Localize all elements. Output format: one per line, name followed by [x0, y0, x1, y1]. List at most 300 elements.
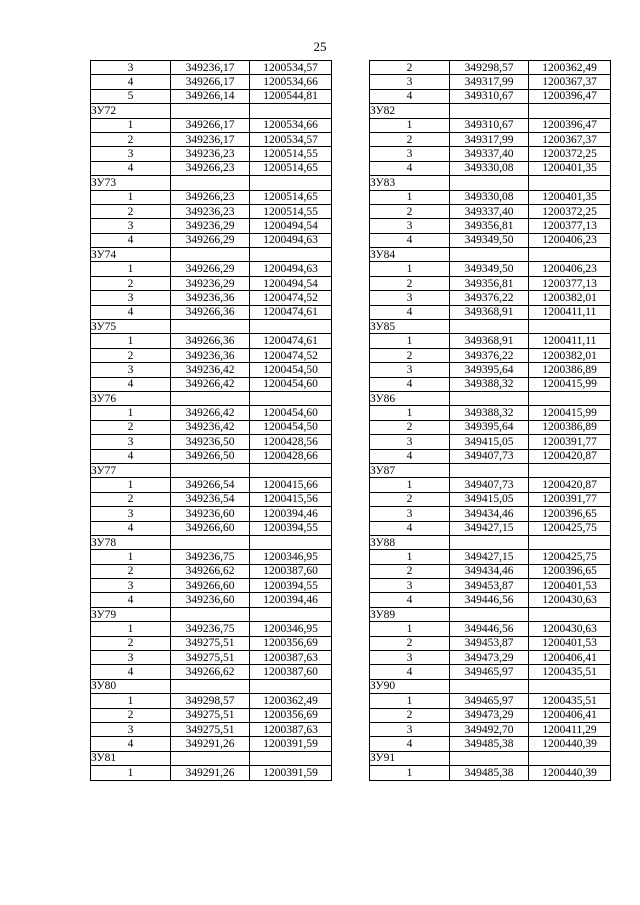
table-row [91, 593, 332, 607]
table-row [370, 305, 611, 319]
table-row [91, 636, 332, 650]
empty-cell [450, 751, 529, 765]
lot-label: ЗУ87 [370, 463, 450, 477]
x-coordinate-cell: 349266,62 [171, 665, 250, 679]
empty-cell [450, 607, 529, 621]
table-row [91, 233, 332, 247]
point-number-cell: 1 [91, 622, 171, 636]
point-number-cell: 4 [91, 737, 171, 751]
lot-header-row [370, 391, 611, 405]
lot-header-row [91, 751, 332, 765]
table-row [91, 507, 332, 521]
x-coordinate-cell: 349275,51 [171, 708, 250, 722]
table-row [91, 147, 332, 161]
table-row [370, 722, 611, 736]
empty-cell [529, 391, 611, 405]
y-coordinate-cell: 1200514,55 [250, 147, 332, 161]
table-row [370, 492, 611, 506]
empty-cell [529, 320, 611, 334]
x-coordinate-cell: 349266,62 [171, 564, 250, 578]
lot-label: ЗУ82 [370, 104, 450, 118]
x-coordinate-cell: 349236,54 [171, 492, 250, 506]
empty-cell [171, 104, 250, 118]
empty-cell [529, 535, 611, 549]
x-coordinate-cell: 349427,15 [450, 521, 529, 535]
table-row [91, 550, 332, 564]
table-row [370, 348, 611, 362]
point-number-cell: 2 [91, 348, 171, 362]
point-number-cell: 1 [370, 766, 450, 780]
point-number-cell: 4 [91, 665, 171, 679]
table-row [370, 521, 611, 535]
y-coordinate-cell: 1200420,87 [529, 449, 611, 463]
lot-label: ЗУ81 [91, 751, 171, 765]
x-coordinate-cell: 349453,87 [450, 636, 529, 650]
lot-header-row [91, 391, 332, 405]
lot-header-row [370, 535, 611, 549]
y-coordinate-cell: 1200356,69 [250, 708, 332, 722]
x-coordinate-cell: 349236,17 [171, 61, 250, 75]
y-coordinate-cell: 1200394,46 [250, 593, 332, 607]
point-number-cell: 2 [91, 564, 171, 578]
point-number-cell: 2 [91, 132, 171, 146]
lot-header-row [91, 176, 332, 190]
lot-header-row [91, 248, 332, 262]
table-row [370, 550, 611, 564]
x-coordinate-cell: 349407,73 [450, 449, 529, 463]
x-coordinate-cell: 349266,42 [171, 377, 250, 391]
point-number-cell: 1 [91, 118, 171, 132]
table-row [91, 665, 332, 679]
table-row [91, 478, 332, 492]
y-coordinate-cell: 1200440,39 [529, 737, 611, 751]
point-number-cell: 2 [91, 276, 171, 290]
table-row [91, 708, 332, 722]
y-coordinate-cell: 1200406,23 [529, 233, 611, 247]
empty-cell [250, 679, 332, 693]
y-coordinate-cell: 1200346,95 [250, 550, 332, 564]
table-row [91, 348, 332, 362]
y-coordinate-cell: 1200372,25 [529, 147, 611, 161]
point-number-cell: 3 [370, 147, 450, 161]
x-coordinate-cell: 349446,56 [450, 622, 529, 636]
empty-cell [529, 751, 611, 765]
x-coordinate-cell: 349298,57 [171, 694, 250, 708]
y-coordinate-cell: 1200514,55 [250, 204, 332, 218]
point-number-cell: 4 [370, 89, 450, 103]
lot-label: ЗУ84 [370, 248, 450, 262]
x-coordinate-cell: 349236,36 [171, 348, 250, 362]
table-row [370, 507, 611, 521]
point-number-cell: 2 [91, 492, 171, 506]
point-number-cell: 3 [370, 219, 450, 233]
table-row [91, 334, 332, 348]
coordinates-table-left [90, 60, 332, 781]
point-number-cell: 1 [370, 694, 450, 708]
table-row [91, 492, 332, 506]
x-coordinate-cell: 349427,15 [450, 550, 529, 564]
point-number-cell: 3 [91, 291, 171, 305]
empty-cell [250, 176, 332, 190]
y-coordinate-cell: 1200401,35 [529, 161, 611, 175]
y-coordinate-cell: 1200411,11 [529, 305, 611, 319]
page-number: 25 [313, 39, 327, 54]
point-number-cell: 2 [370, 420, 450, 434]
x-coordinate-cell: 349330,08 [450, 190, 529, 204]
x-coordinate-cell: 349266,60 [171, 521, 250, 535]
y-coordinate-cell: 1200514,65 [250, 161, 332, 175]
point-number-cell: 1 [370, 334, 450, 348]
lot-header-row [91, 535, 332, 549]
lot-label: ЗУ72 [91, 104, 171, 118]
empty-cell [250, 751, 332, 765]
empty-cell [250, 535, 332, 549]
table-row [370, 377, 611, 391]
point-number-cell: 1 [91, 694, 171, 708]
y-coordinate-cell: 1200391,77 [529, 435, 611, 449]
lot-label: ЗУ78 [91, 535, 171, 549]
y-coordinate-cell: 1200494,63 [250, 233, 332, 247]
point-number-cell: 4 [370, 593, 450, 607]
y-coordinate-cell: 1200396,65 [529, 564, 611, 578]
point-number-cell: 4 [370, 737, 450, 751]
y-coordinate-cell: 1200474,52 [250, 348, 332, 362]
table-row [370, 147, 611, 161]
point-number-cell: 1 [370, 550, 450, 564]
y-coordinate-cell: 1200544,81 [250, 89, 332, 103]
x-coordinate-cell: 349266,17 [171, 118, 250, 132]
point-number-cell: 4 [370, 305, 450, 319]
point-number-cell: 3 [91, 507, 171, 521]
y-coordinate-cell: 1200430,63 [529, 593, 611, 607]
point-number-cell: 3 [91, 435, 171, 449]
y-coordinate-cell: 1200534,66 [250, 118, 332, 132]
y-coordinate-cell: 1200454,50 [250, 420, 332, 434]
point-number-cell: 1 [91, 334, 171, 348]
y-coordinate-cell: 1200425,75 [529, 521, 611, 535]
y-coordinate-cell: 1200454,60 [250, 377, 332, 391]
y-coordinate-cell: 1200514,65 [250, 190, 332, 204]
y-coordinate-cell: 1200406,41 [529, 708, 611, 722]
table-row [370, 593, 611, 607]
table-row [91, 622, 332, 636]
empty-cell [450, 679, 529, 693]
point-number-cell: 4 [91, 305, 171, 319]
table-row [91, 363, 332, 377]
empty-cell [450, 104, 529, 118]
point-number-cell: 1 [370, 406, 450, 420]
x-coordinate-cell: 349473,29 [450, 708, 529, 722]
empty-cell [250, 391, 332, 405]
point-number-cell: 2 [91, 636, 171, 650]
point-number-cell: 3 [91, 579, 171, 593]
y-coordinate-cell: 1200394,55 [250, 579, 332, 593]
x-coordinate-cell: 349453,87 [450, 579, 529, 593]
table-row [91, 204, 332, 218]
x-coordinate-cell: 349356,81 [450, 219, 529, 233]
y-coordinate-cell: 1200440,39 [529, 766, 611, 780]
y-coordinate-cell: 1200391,77 [529, 492, 611, 506]
empty-cell [529, 463, 611, 477]
lot-header-row [370, 607, 611, 621]
lot-label: ЗУ74 [91, 248, 171, 262]
point-number-cell: 4 [370, 665, 450, 679]
table-row [370, 766, 611, 780]
point-number-cell: 2 [91, 204, 171, 218]
point-number-cell: 3 [91, 363, 171, 377]
point-number-cell: 4 [370, 233, 450, 247]
y-coordinate-cell: 1200406,41 [529, 651, 611, 665]
x-coordinate-cell: 349236,36 [171, 291, 250, 305]
table-row [370, 276, 611, 290]
y-coordinate-cell: 1200382,01 [529, 348, 611, 362]
empty-cell [450, 176, 529, 190]
x-coordinate-cell: 349485,38 [450, 737, 529, 751]
y-coordinate-cell: 1200377,13 [529, 276, 611, 290]
y-coordinate-cell: 1200401,53 [529, 579, 611, 593]
y-coordinate-cell: 1200494,54 [250, 219, 332, 233]
point-number-cell: 1 [91, 766, 171, 780]
empty-cell [171, 679, 250, 693]
x-coordinate-cell: 349368,91 [450, 334, 529, 348]
table-row [91, 291, 332, 305]
table-row [370, 665, 611, 679]
x-coordinate-cell: 349465,97 [450, 665, 529, 679]
y-coordinate-cell: 1200386,89 [529, 420, 611, 434]
x-coordinate-cell: 349236,23 [171, 204, 250, 218]
point-number-cell: 3 [370, 651, 450, 665]
table-row [370, 694, 611, 708]
table-row [91, 694, 332, 708]
lot-label: ЗУ91 [370, 751, 450, 765]
point-number-cell: 3 [91, 722, 171, 736]
point-number-cell: 3 [370, 579, 450, 593]
point-number-cell: 4 [370, 449, 450, 463]
empty-cell [171, 535, 250, 549]
y-coordinate-cell: 1200391,59 [250, 766, 332, 780]
table-row [91, 118, 332, 132]
table-row [91, 435, 332, 449]
lot-label: ЗУ73 [91, 176, 171, 190]
point-number-cell: 1 [91, 478, 171, 492]
table-row [370, 262, 611, 276]
table-row [370, 363, 611, 377]
y-coordinate-cell: 1200534,57 [250, 132, 332, 146]
y-coordinate-cell: 1200435,51 [529, 665, 611, 679]
table-row [370, 737, 611, 751]
x-coordinate-cell: 349376,22 [450, 348, 529, 362]
x-coordinate-cell: 349317,99 [450, 132, 529, 146]
point-number-cell: 3 [370, 507, 450, 521]
table-row [91, 305, 332, 319]
x-coordinate-cell: 349266,42 [171, 406, 250, 420]
point-number-cell: 1 [91, 550, 171, 564]
empty-cell [250, 463, 332, 477]
empty-cell [529, 679, 611, 693]
table-row [91, 766, 332, 780]
y-coordinate-cell: 1200382,01 [529, 291, 611, 305]
y-coordinate-cell: 1200420,87 [529, 478, 611, 492]
lot-label: ЗУ77 [91, 463, 171, 477]
y-coordinate-cell: 1200494,63 [250, 262, 332, 276]
y-coordinate-cell: 1200362,49 [529, 61, 611, 75]
point-number-cell: 2 [91, 420, 171, 434]
table-row [370, 478, 611, 492]
x-coordinate-cell: 349376,22 [450, 291, 529, 305]
table-row [370, 132, 611, 146]
y-coordinate-cell: 1200387,63 [250, 651, 332, 665]
y-coordinate-cell: 1200401,35 [529, 190, 611, 204]
y-coordinate-cell: 1200372,25 [529, 204, 611, 218]
empty-cell [450, 391, 529, 405]
empty-cell [250, 607, 332, 621]
table-row [370, 75, 611, 89]
y-coordinate-cell: 1200387,63 [250, 722, 332, 736]
x-coordinate-cell: 349236,29 [171, 276, 250, 290]
point-number-cell: 3 [370, 722, 450, 736]
table-row [91, 449, 332, 463]
lot-label: ЗУ85 [370, 320, 450, 334]
table-row [370, 406, 611, 420]
table-row [370, 579, 611, 593]
table-row [370, 636, 611, 650]
table-row [91, 377, 332, 391]
x-coordinate-cell: 349330,08 [450, 161, 529, 175]
y-coordinate-cell: 1200411,29 [529, 722, 611, 736]
x-coordinate-cell: 349395,64 [450, 363, 529, 377]
table-row [91, 737, 332, 751]
table-row [370, 708, 611, 722]
lot-label: ЗУ76 [91, 391, 171, 405]
y-coordinate-cell: 1200387,60 [250, 564, 332, 578]
x-coordinate-cell: 349275,51 [171, 651, 250, 665]
y-coordinate-cell: 1200435,51 [529, 694, 611, 708]
table-row [370, 61, 611, 75]
y-coordinate-cell: 1200534,66 [250, 75, 332, 89]
lot-label: ЗУ90 [370, 679, 450, 693]
empty-cell [529, 104, 611, 118]
x-coordinate-cell: 349266,50 [171, 449, 250, 463]
point-number-cell: 3 [91, 219, 171, 233]
x-coordinate-cell: 349266,14 [171, 89, 250, 103]
point-number-cell: 1 [91, 190, 171, 204]
point-number-cell: 3 [370, 363, 450, 377]
point-number-cell: 2 [370, 132, 450, 146]
lot-label: ЗУ89 [370, 607, 450, 621]
x-coordinate-cell: 349275,51 [171, 722, 250, 736]
lot-header-row [370, 463, 611, 477]
empty-cell [529, 607, 611, 621]
table-row [370, 334, 611, 348]
x-coordinate-cell: 349236,29 [171, 219, 250, 233]
x-coordinate-cell: 349310,67 [450, 118, 529, 132]
table-row [91, 75, 332, 89]
table-row [91, 161, 332, 175]
empty-cell [250, 104, 332, 118]
point-number-cell: 1 [370, 118, 450, 132]
point-number-cell: 4 [91, 449, 171, 463]
y-coordinate-cell: 1200415,66 [250, 478, 332, 492]
y-coordinate-cell: 1200396,47 [529, 89, 611, 103]
point-number-cell: 3 [91, 651, 171, 665]
x-coordinate-cell: 349388,32 [450, 406, 529, 420]
point-number-cell: 4 [370, 521, 450, 535]
table-row [370, 291, 611, 305]
x-coordinate-cell: 349395,64 [450, 420, 529, 434]
y-coordinate-cell: 1200474,52 [250, 291, 332, 305]
table-row [91, 651, 332, 665]
y-coordinate-cell: 1200394,46 [250, 507, 332, 521]
table-row [370, 233, 611, 247]
x-coordinate-cell: 349446,56 [450, 593, 529, 607]
x-coordinate-cell: 349415,05 [450, 435, 529, 449]
x-coordinate-cell: 349266,29 [171, 262, 250, 276]
x-coordinate-cell: 349266,54 [171, 478, 250, 492]
x-coordinate-cell: 349236,42 [171, 420, 250, 434]
x-coordinate-cell: 349415,05 [450, 492, 529, 506]
empty-cell [171, 320, 250, 334]
point-number-cell: 4 [91, 75, 171, 89]
y-coordinate-cell: 1200425,75 [529, 550, 611, 564]
x-coordinate-cell: 349266,60 [171, 579, 250, 593]
y-coordinate-cell: 1200387,60 [250, 665, 332, 679]
y-coordinate-cell: 1200406,23 [529, 262, 611, 276]
table-row [91, 89, 332, 103]
point-number-cell: 2 [370, 348, 450, 362]
x-coordinate-cell: 349266,23 [171, 190, 250, 204]
table-row [370, 118, 611, 132]
x-coordinate-cell: 349236,42 [171, 363, 250, 377]
point-number-cell: 1 [370, 478, 450, 492]
empty-cell [171, 463, 250, 477]
point-number-cell: 3 [370, 75, 450, 89]
table-row [91, 219, 332, 233]
point-number-cell: 1 [370, 262, 450, 276]
x-coordinate-cell: 349337,40 [450, 147, 529, 161]
lot-label: ЗУ75 [91, 320, 171, 334]
x-coordinate-cell: 349291,26 [171, 766, 250, 780]
table-row [370, 449, 611, 463]
x-coordinate-cell: 349266,29 [171, 233, 250, 247]
empty-cell [250, 320, 332, 334]
x-coordinate-cell: 349485,38 [450, 766, 529, 780]
empty-cell [450, 463, 529, 477]
lot-label: ЗУ80 [91, 679, 171, 693]
x-coordinate-cell: 349473,29 [450, 651, 529, 665]
table-row [370, 420, 611, 434]
point-number-cell: 5 [91, 89, 171, 103]
lot-header-row [91, 679, 332, 693]
empty-cell [529, 248, 611, 262]
point-number-cell: 2 [370, 61, 450, 75]
empty-cell [450, 535, 529, 549]
x-coordinate-cell: 349368,91 [450, 305, 529, 319]
table-row [91, 262, 332, 276]
x-coordinate-cell: 349266,36 [171, 305, 250, 319]
table-row [370, 435, 611, 449]
y-coordinate-cell: 1200428,56 [250, 435, 332, 449]
point-number-cell: 3 [370, 435, 450, 449]
lot-label: ЗУ86 [370, 391, 450, 405]
lot-header-row [370, 176, 611, 190]
y-coordinate-cell: 1200386,89 [529, 363, 611, 377]
lot-header-row [370, 320, 611, 334]
table-row [91, 722, 332, 736]
coordinates-table-right [369, 60, 611, 781]
x-coordinate-cell: 349349,50 [450, 233, 529, 247]
table-row [91, 564, 332, 578]
point-number-cell: 1 [91, 262, 171, 276]
